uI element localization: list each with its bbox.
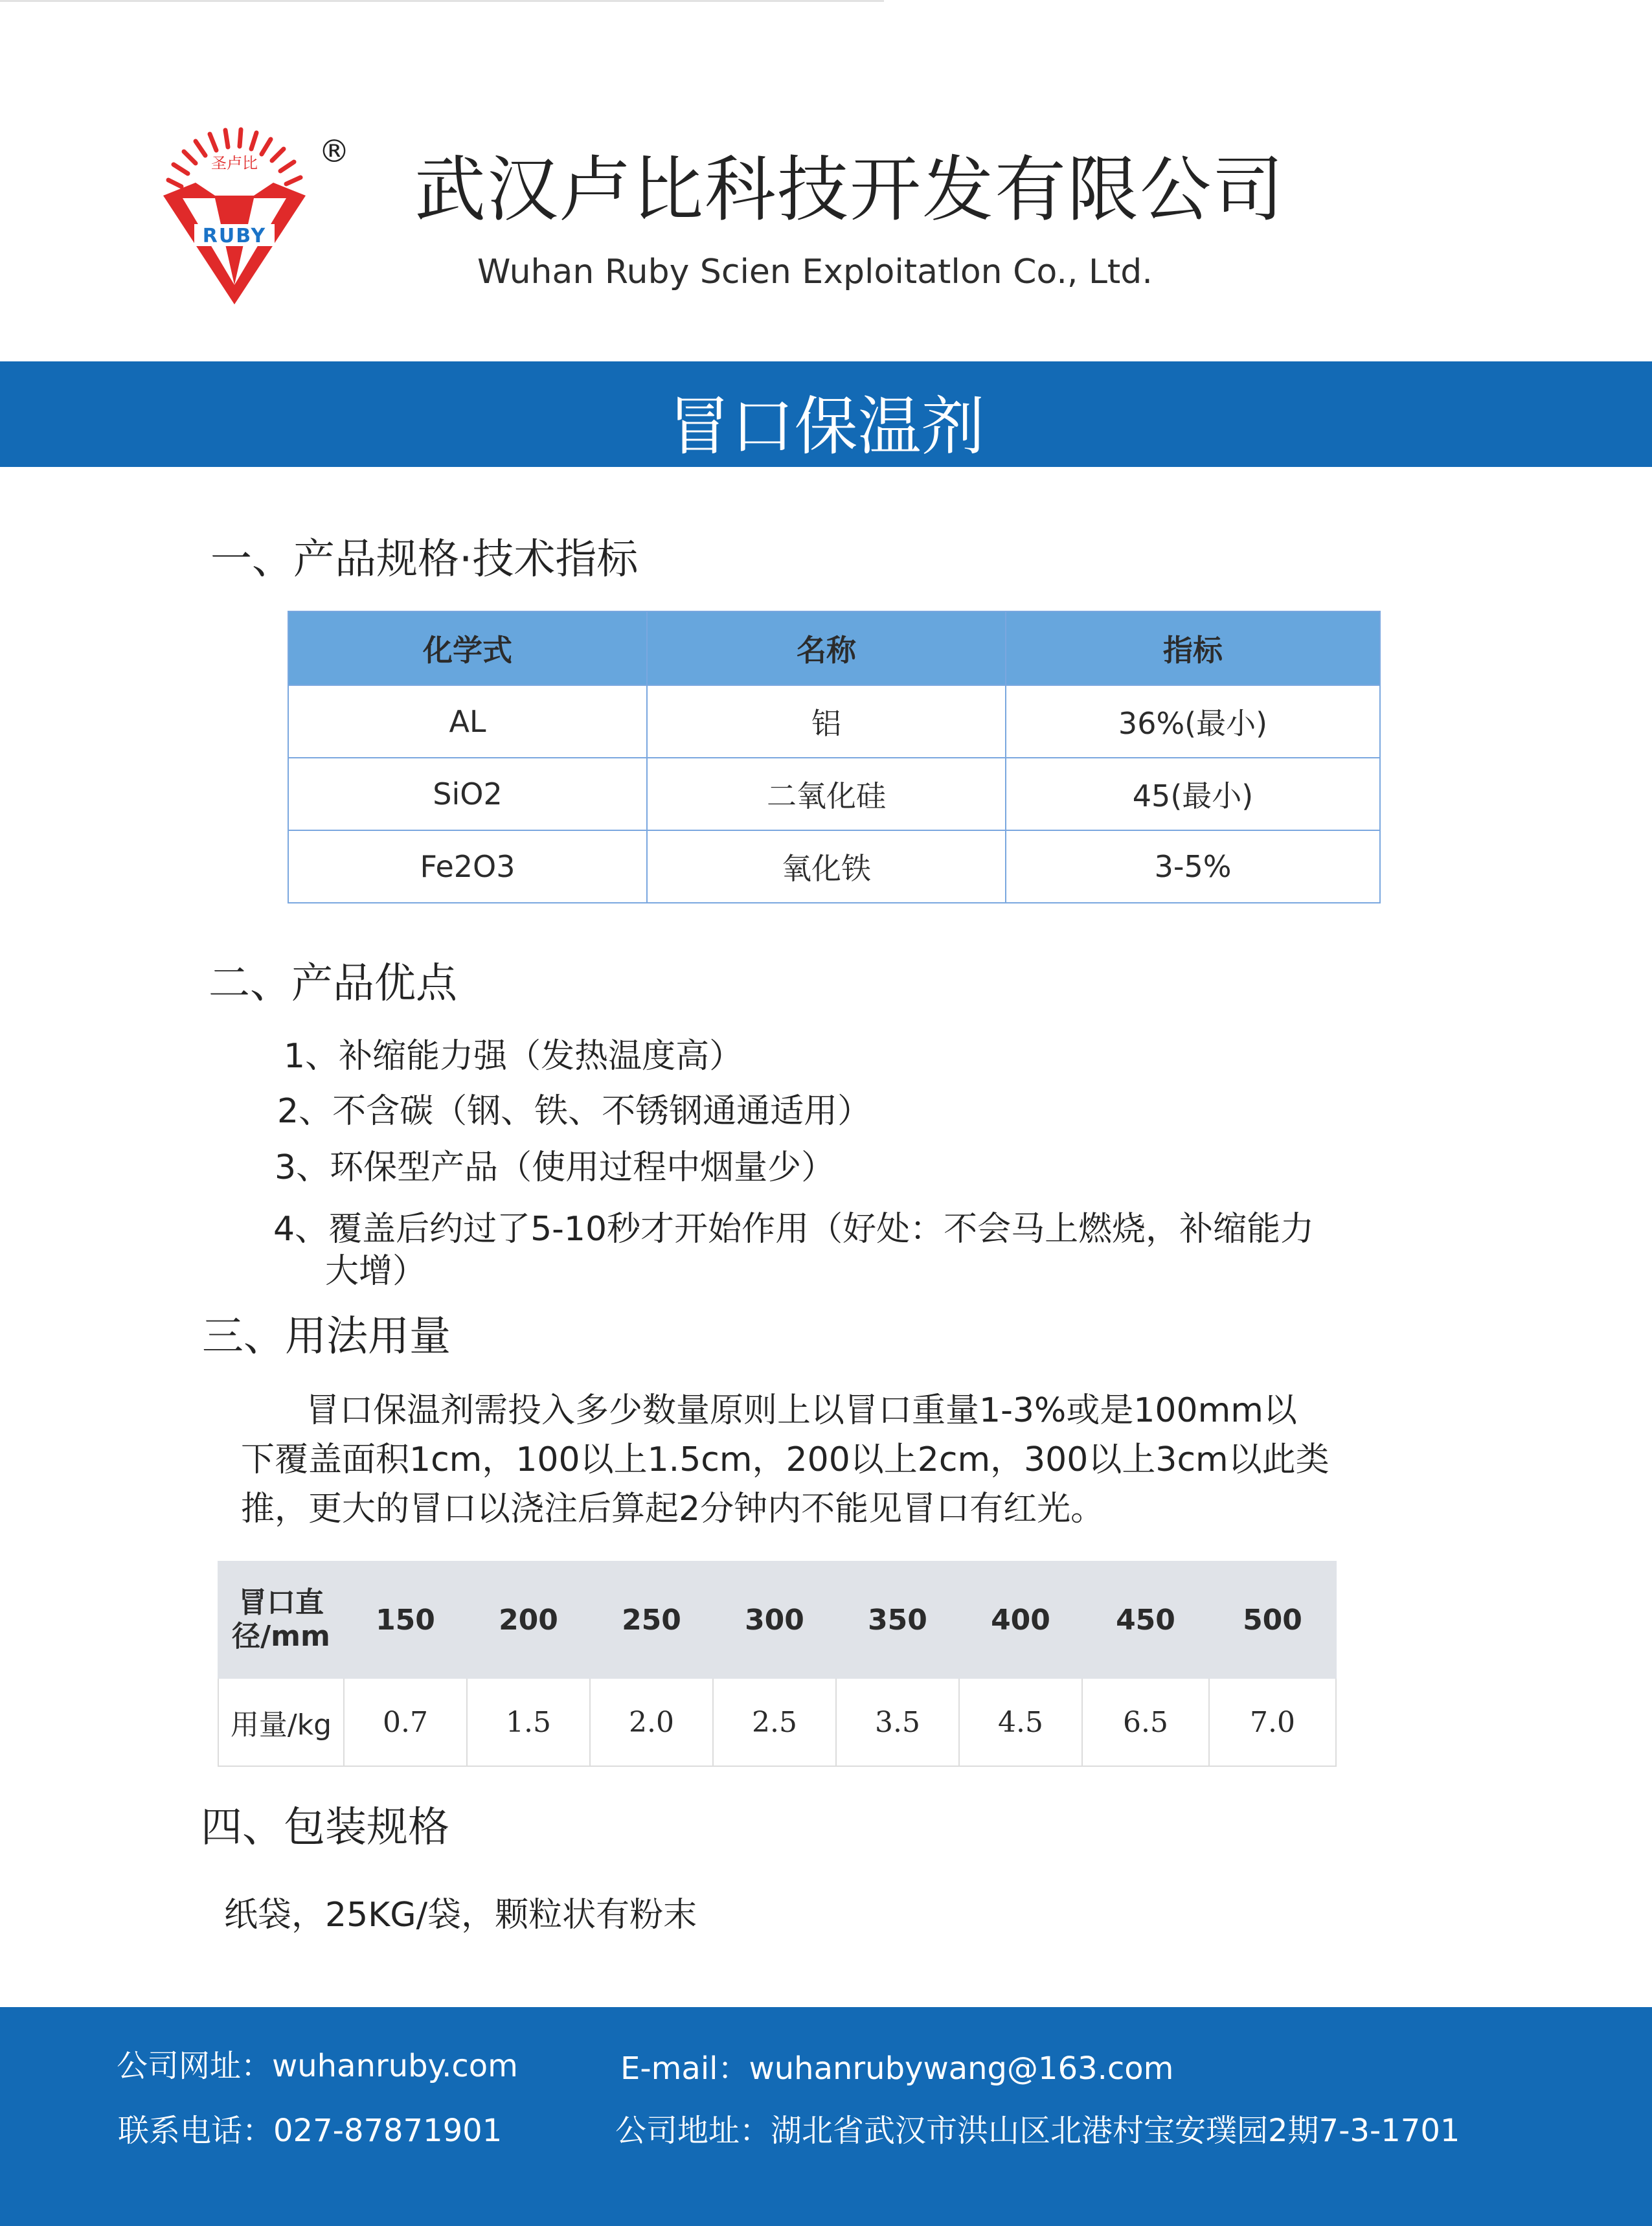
table-cell: 氧化铁 [647, 830, 1006, 903]
table-cell: 0.7 [344, 1678, 467, 1766]
section-heading-packaging: 四、包装规格 [201, 1804, 449, 1852]
list-item: 4、覆盖后约过了5-10秒才开始作用（好处：不会马上燃烧，补缩能力 [273, 1210, 1315, 1249]
table-row [288, 685, 1380, 758]
packaging-text: 纸袋，25KG/袋，颗粒状有粉末 [224, 1896, 697, 1935]
table-cell: SiO2 [288, 758, 647, 830]
table-cell: 1.5 [467, 1678, 590, 1766]
table-cell: 150 [344, 1562, 467, 1678]
usage-table [218, 1561, 1337, 1767]
spec-table-header-row [288, 611, 1380, 685]
table-cell: 3-5% [1006, 830, 1380, 903]
registered-mark: ® [319, 133, 350, 170]
table-cell: 300 [713, 1562, 836, 1678]
usage-row-label: 用量/kg [218, 1678, 344, 1766]
table-row [288, 758, 1380, 830]
usage-header-label [218, 1562, 344, 1678]
table-cell: 45(最小) [1006, 758, 1380, 830]
table-cell: 6.5 [1082, 1678, 1209, 1766]
table-cell: 350 [836, 1562, 959, 1678]
title-band [0, 361, 1652, 467]
footer-website: 公司网址：wuhanruby.com [117, 2048, 518, 2084]
page-title: 冒口保温剂 [667, 390, 985, 464]
usage-line: 冒口保温剂需投入多少数量原则上以冒口重量1-3%或是100mm以 [306, 1391, 1297, 1430]
table-cell: 3.5 [836, 1678, 959, 1766]
spec-header-index: 指标 [1006, 611, 1380, 685]
list-item-continued: 大增） [325, 1252, 427, 1291]
footer-address: 公司地址：湖北省武汉市洪山区北港村宝安璞园2期7-3-1701 [615, 2113, 1460, 2149]
usage-line: 推，更大的冒口以浇注后算起2分钟内不能见冒口有红光。 [241, 1490, 1105, 1528]
table-cell: 2.5 [713, 1678, 836, 1766]
company-name-en: Wuhan Ruby Scien Exploitatlon Co., Ltd. [477, 253, 1153, 291]
spec-header-formula: 化学式 [288, 611, 647, 685]
company-name-cn: 武汉卢比科技开发有限公司 [414, 148, 1285, 231]
table-cell: 450 [1082, 1562, 1209, 1678]
table-cell: 400 [959, 1562, 1082, 1678]
section-heading-specs: 一、产品规格·技术指标 [210, 536, 639, 584]
usage-table-header-row [218, 1562, 1336, 1678]
table-cell: 36%(最小) [1006, 685, 1380, 758]
usage-header-label-line1: 冒口直 [238, 1586, 324, 1619]
table-cell: 7.0 [1209, 1678, 1336, 1766]
spec-table [288, 611, 1381, 903]
footer-email: E-mail：wuhanrubywang@163.com [620, 2050, 1174, 2087]
table-cell: 200 [467, 1562, 590, 1678]
table-cell: 二氧化硅 [647, 758, 1006, 830]
usage-header-label-line2: 径/mm [232, 1620, 330, 1653]
ruby-logo [155, 123, 363, 317]
logo-arc-text: 圣卢比 [211, 154, 258, 172]
list-item: 1、补缩能力强（发热温度高） [284, 1037, 743, 1076]
footer [0, 2007, 1652, 2226]
table-cell: 4.5 [959, 1678, 1082, 1766]
table-cell: 500 [1209, 1562, 1336, 1678]
top-divider [0, 0, 884, 2]
list-item: 2、不含碳（钢、铁、不锈钢通通适用） [277, 1092, 872, 1131]
table-cell: 铝 [647, 685, 1006, 758]
footer-phone: 联系电话：027-87871901 [118, 2113, 503, 2149]
table-cell: AL [288, 685, 647, 758]
table-cell: Fe2O3 [288, 830, 647, 903]
usage-line: 下覆盖面积1cm，100以上1.5cm，200以上2cm，300以上3cm以此类 [241, 1440, 1330, 1479]
list-item: 3、环保型产品（使用过程中烟量少） [275, 1148, 835, 1187]
section-heading-usage: 三、用法用量 [202, 1313, 451, 1361]
table-cell: 2.0 [590, 1678, 713, 1766]
spec-header-name: 名称 [647, 611, 1006, 685]
section-heading-advantages: 二、产品优点 [209, 960, 457, 1008]
table-row [288, 830, 1380, 903]
table-row [218, 1678, 1336, 1766]
logo-brand-text: RUBY [202, 225, 267, 247]
table-cell: 250 [590, 1562, 713, 1678]
